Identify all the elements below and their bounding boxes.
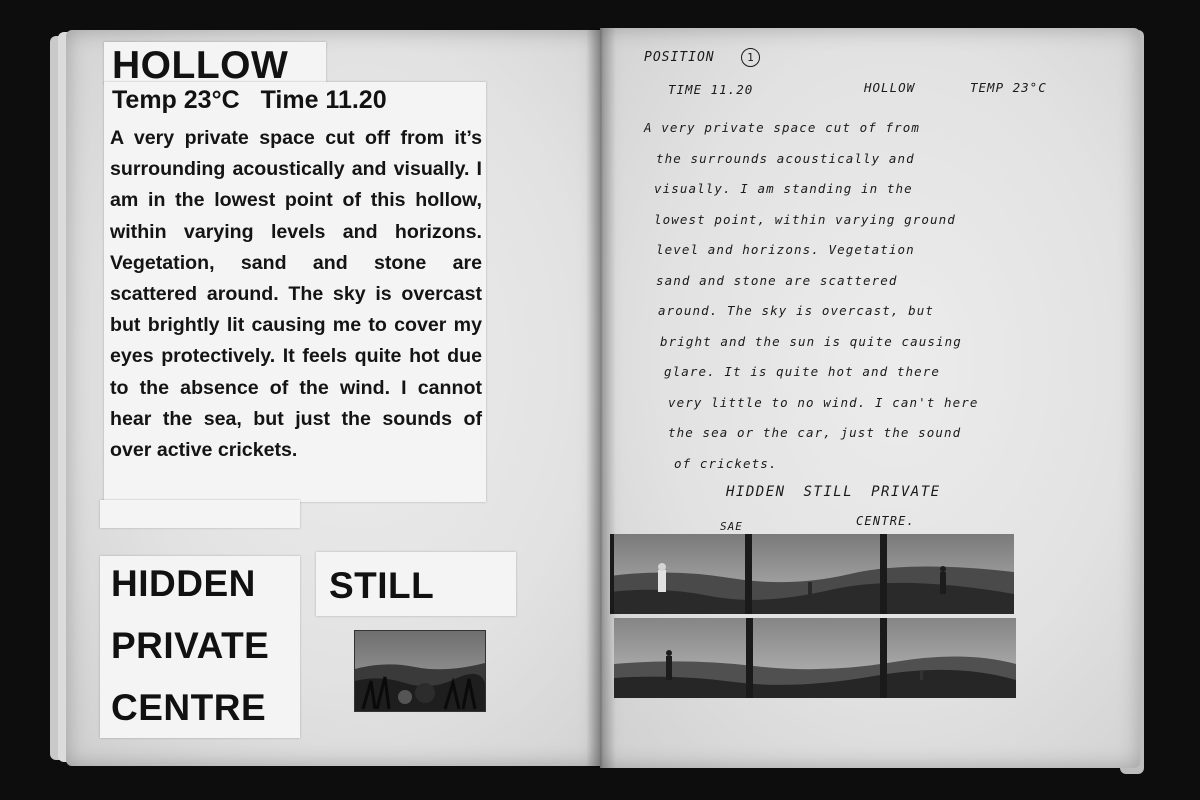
page-title: HOLLOW xyxy=(112,44,289,87)
label-centre: CENTRE. xyxy=(856,514,915,528)
landscape-photo xyxy=(354,630,486,712)
handwritten-temp: TEMP 23°C xyxy=(970,80,1047,95)
word-still: STILL xyxy=(329,565,435,606)
landscape-photo-image xyxy=(355,631,485,711)
note-line: bright and the sun is quite causing xyxy=(660,333,962,349)
position-label: POSITION xyxy=(644,50,715,65)
frame-divider xyxy=(880,618,887,698)
photo-strip-bottom xyxy=(614,618,1016,698)
photo-strip-top xyxy=(610,534,1014,614)
word-hidden: HIDDEN xyxy=(111,563,256,604)
frame-divider xyxy=(880,534,887,614)
photo-strip-top-image xyxy=(610,534,1014,614)
note-line: the surrounds acoustically and xyxy=(656,150,915,166)
note-line: lowest point, within varying ground xyxy=(654,211,956,227)
word-centre: CENTRE xyxy=(111,687,267,728)
note-line: sand and stone are scattered xyxy=(656,272,898,288)
note-line: A very private space cut of from xyxy=(644,120,921,135)
handwritten-time: TIME 11.20 xyxy=(668,82,754,97)
note-line: level and horizons. Vegetation xyxy=(656,242,915,257)
note-line: very little to no wind. I can't here xyxy=(668,394,979,410)
time-label: Time 11.20 xyxy=(260,86,387,114)
position-number: 1 xyxy=(741,48,760,67)
handwritten-location: HOLLOW xyxy=(864,80,916,95)
description-paragraph: A very private space cut off from it’s surrounding acoustically and visually. I am in the lowest point of this hollow, within varying levels and horizons. Vegetation, sand and stone are scattered around. The sky is overcast but brightly lit causing me to cover my eyes protectively. It feels quite hot due to the absence of the wind. I cannot hear the sea, but just the sounds of over active crickets. xyxy=(110,127,482,462)
title-meta xyxy=(112,86,401,115)
position-heading xyxy=(644,48,760,67)
temperature-label: Temp 23°C xyxy=(112,86,240,114)
note-line: of crickets. xyxy=(674,455,778,471)
note-line: visually. I am standing in the xyxy=(654,181,913,196)
word-private: PRIVATE xyxy=(111,625,270,666)
label-left: SAE xyxy=(720,520,743,533)
note-line: around. The sky is overcast, but xyxy=(658,303,935,318)
note-line: glare. It is quite hot and there xyxy=(664,364,941,379)
photo-strip-bottom-image xyxy=(614,618,1016,698)
note-line: the sea or the car, just the sound xyxy=(668,425,962,440)
frame-divider xyxy=(745,534,752,614)
book-gutter xyxy=(586,28,616,768)
frame-divider xyxy=(610,534,614,614)
handwritten-notes xyxy=(644,120,979,486)
text-paste-tail xyxy=(100,500,300,528)
frame-divider xyxy=(746,618,753,698)
handwritten-summary: HIDDEN STILL PRIVATE xyxy=(726,484,941,500)
